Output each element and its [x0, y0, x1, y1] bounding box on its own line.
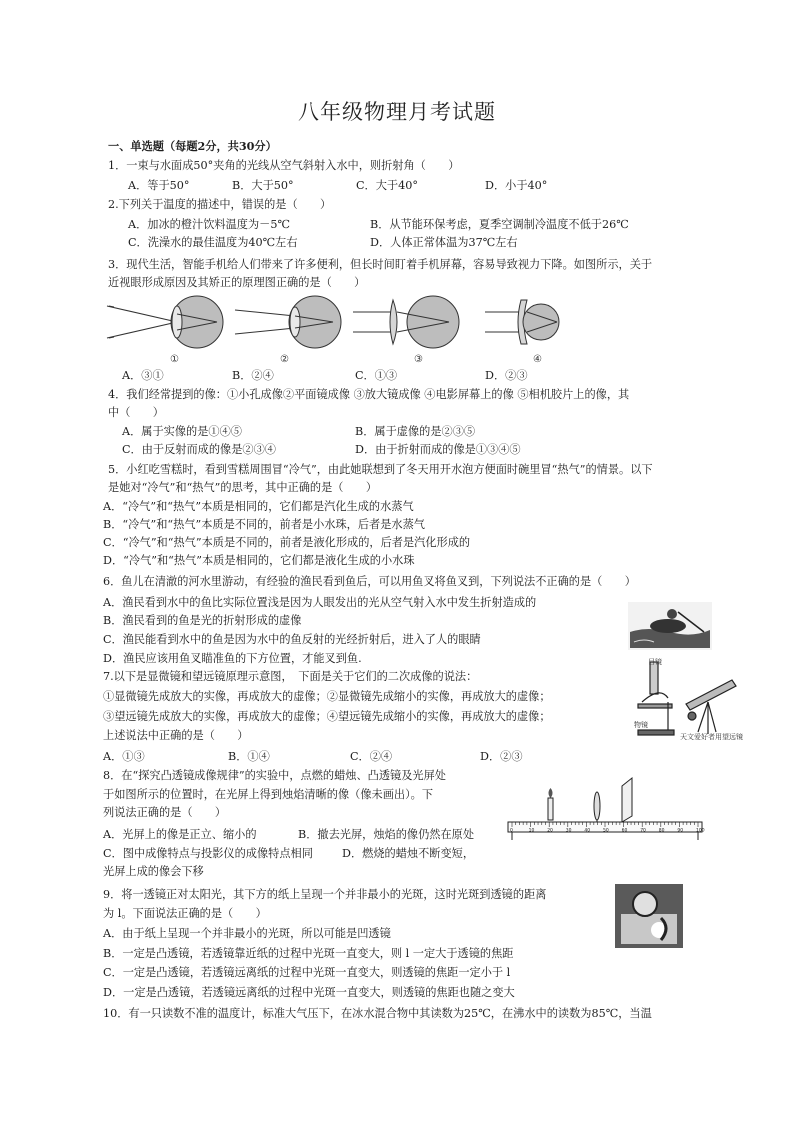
- ruler-tick-label: 10: [528, 828, 535, 834]
- question-6-stem: 6．鱼儿在清澈的河水里游动，有经验的渔民看到鱼后，可以用鱼叉将鱼叉到，下列说法不正确的是（ ）: [103, 575, 636, 588]
- q6-option-d: D．渔民应该用鱼叉瞄准鱼的下方位置，才能叉到鱼.: [103, 652, 362, 665]
- q5-option-a: A．“冷气”和“热气”本质是相同的，它们都是汽化生成的水蒸气: [103, 500, 414, 513]
- question-8-line1: 8．在“探究凸透镜成像规律”的实验中，点燃的蜡烛、凸透镜及光屏处: [103, 769, 446, 782]
- section-heading: 一、单选题（每题2分，共30分）: [108, 139, 277, 153]
- question-7-line4: 上述说法中正确的是（ ）: [103, 729, 249, 742]
- q4-option-d: D．由于折射而成的像是①③④⑤: [355, 443, 521, 456]
- q9-option-d: D．一定是凸透镜，若透镜远离纸的过程中光斑一直变大，则透镜的焦距也随之变大: [103, 986, 515, 999]
- q5-option-c: C．“冷气”和“热气”本质是不同的，前者是液化形成的，后者是汽化形成的: [103, 536, 471, 549]
- question-8-line3: 列说法正确的是（ ）: [103, 806, 227, 819]
- question-1-stem: 1．一束与水面成50°夹角的光线从空气斜射入水中，则折射角（ ）: [108, 159, 460, 172]
- eye-diagram-4: [485, 300, 559, 344]
- q7-option-a: A．①③: [103, 750, 145, 763]
- q2-option-d: D．人体正常体温为37℃左右: [370, 236, 518, 249]
- ruler-tick-label: 30: [565, 828, 572, 834]
- question-9-line1: 9．将一透镜正对太阳光，其下方的纸上呈现一个并非最小的光斑，这时光斑到透镜的距离: [103, 888, 547, 901]
- q3-option-a: A．③①: [122, 369, 164, 382]
- q7-option-b: B．①④: [228, 750, 270, 763]
- q2-option-a: A．加冰的橙汁饮料温度为－5℃: [128, 218, 290, 231]
- question-4-line2: 中（ ）: [108, 406, 164, 419]
- convex-lens: [594, 792, 600, 822]
- q6-option-b: B．渔民看到的鱼是光的折射形成的虚像: [103, 614, 302, 627]
- q6-option-c: C．渔民能看到水中的鱼是因为水中的鱼反射的光经折射后，进入了人的眼睛: [103, 633, 481, 646]
- question-3-line1: 3．现代生活，智能手机给人们带来了许多便利，但长时间盯着手机屏幕，容易导致视力下降。如图所示，关于: [108, 258, 653, 271]
- q7-option-d: D．②③: [480, 750, 523, 763]
- question-7-line1: 7.以下是显微镜和望远镜原理示意图， 下面是关于它们的二次成像的说法：: [103, 670, 478, 683]
- telescope-drawing: [686, 680, 736, 734]
- eye-label-3: ③: [414, 354, 423, 365]
- ruler-tick-label: 60: [621, 828, 628, 834]
- q8-option-c: C．图中成像特点与投影仪的成像特点相同: [103, 847, 313, 860]
- q1-option-c: C．大于40°: [356, 179, 418, 192]
- fig-objective-label: 物镜: [634, 721, 648, 729]
- ruler-tick-label: 80: [658, 828, 665, 834]
- question-9-line2: 为 l。下面说法正确的是（ ）: [103, 907, 267, 920]
- q9-option-c: C．一定是凸透镜，若透镜远离纸的过程中光斑一直变大，则透镜的焦距一定小于 l: [103, 966, 511, 979]
- page-title: 八年级物理月考试题: [298, 100, 496, 124]
- ruler-tick-label: 0: [510, 828, 513, 834]
- question-8-line2: 于如图所示的位置时，在光屏上得到烛焰清晰的像（像未画出）。下: [103, 788, 434, 801]
- q1-option-a: A．等于50°: [128, 179, 190, 192]
- ruler-tick-label: 70: [640, 828, 646, 834]
- q1-option-b: B．大于50°: [232, 179, 294, 192]
- q4-option-a: A．属于实像的是①④⑤: [122, 425, 242, 438]
- eye-diagrams-figure: [105, 290, 560, 354]
- question-7-line2: ①显微镜先成放大的实像，再成放大的虚像；②显微镜先成缩小的实像，再成放大的虚像；: [103, 690, 551, 703]
- q9-option-b: B．一定是凸透镜，若透镜靠近纸的过程中光斑一直变大，则 l 一定大于透镜的焦距: [103, 947, 514, 960]
- question-5-line1: 5．小红吃雪糕时，看到雪糕周围冒“冷气”，由此她联想到了冬天用开水泡方便面时碗里冒“热气”的情景。以下: [108, 463, 653, 476]
- q5-option-d: D．“冷气”和“热气”本质是相同的，它们都是液化生成的小水珠: [103, 554, 415, 567]
- q4-option-b: B．属于虚像的是②③⑤: [355, 425, 476, 438]
- eye-label-1: ①: [170, 354, 179, 365]
- q7-option-c: C．②④: [350, 750, 393, 763]
- q3-option-d: D．②③: [485, 369, 528, 382]
- q1-option-d: D．小于40°: [485, 179, 548, 192]
- eye-label-2: ②: [280, 354, 289, 365]
- eye-diagram-2: [235, 296, 341, 348]
- q3-option-b: B．②④: [232, 369, 274, 382]
- ruler-tick-label: 20: [547, 828, 553, 834]
- q3-option-c: C．①③: [355, 369, 398, 382]
- fisherman-picture: [628, 602, 712, 650]
- eye-diagram-3: [353, 296, 459, 348]
- sunlight-lens-photo: [615, 884, 683, 948]
- ruler-tick-label: 40: [584, 828, 591, 834]
- ruler-tick-label: 90: [677, 828, 684, 834]
- q2-option-c: C．洗澡水的最佳温度为40℃左右: [128, 236, 298, 249]
- optical-bench-figure: [502, 772, 708, 842]
- candle: [548, 788, 553, 820]
- eye-label-4: ④: [533, 354, 542, 365]
- q9-option-a: A．由于纸上呈现一个并非最小的光斑，所以可能是凹透镜: [103, 927, 391, 940]
- q8-option-a: A．光屏上的像是正立、缩小的: [103, 828, 257, 841]
- q4-option-c: C．由于反射而成的像是②③④: [122, 443, 276, 456]
- q8-option-d: D．燃烧的蜡烛不断变短，: [342, 847, 475, 860]
- question-2-stem: 2.下列关于温度的描述中，错误的是（ ）: [108, 198, 332, 211]
- eye-diagram-1: [107, 296, 223, 348]
- light-screen: [622, 778, 632, 822]
- ruler-tick-label: 100: [696, 828, 705, 834]
- ruler-tick-label: 50: [603, 828, 609, 834]
- question-10-line1: 10．有一只读数不准的温度计，标准大气压下，在冰水混合物中其读数为25℃，在沸水中的读数为85℃，当温: [103, 1007, 652, 1020]
- q5-option-b: B．“冷气”和“热气”本质是不同的，前者是小水珠，后者是水蒸气: [103, 518, 425, 531]
- fig-eyepiece-label: 目镜: [648, 658, 662, 666]
- q8-option-d-cont: 光屏上成的像会下移: [103, 865, 204, 878]
- question-5-line2: 是她对“冷气”和“热气”的思考，其中正确的是（ ）: [108, 481, 378, 494]
- question-3-line2: 近视眼形成原因及其矫正的原理图正确的是（ ）: [108, 276, 366, 289]
- q2-option-b: B．从节能环保考虑，夏季空调制冷温度不低于26℃: [370, 218, 629, 231]
- question-7-line3: ③望远镜先成放大的实像，再成放大的虚像；④望远镜先成缩小的实像，再成放大的虚像；: [103, 710, 551, 723]
- q6-option-a: A．渔民看到水中的鱼比实际位置浅是因为人眼发出的光从空气射入水中发生折射造成的: [103, 596, 537, 609]
- telescope-caption: 天文爱好者用望远镜: [680, 733, 743, 741]
- question-4-line1: 4．我们经常提到的像：①小孔成像②平面镜成像 ③放大镜成像 ④电影屏幕上的像 ⑤相机胶片上的像，其: [108, 388, 630, 401]
- q8-option-b: B．撤去光屏，烛焰的像仍然在原处: [298, 828, 475, 841]
